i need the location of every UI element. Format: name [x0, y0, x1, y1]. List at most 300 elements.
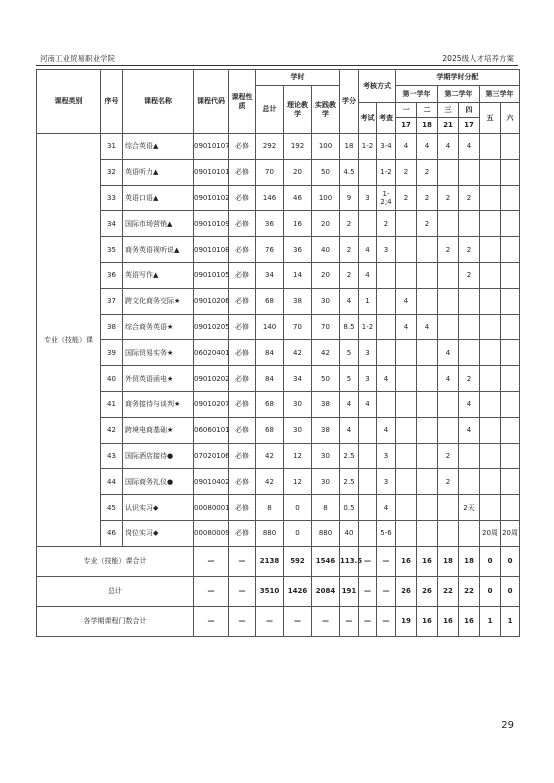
course-row — [37, 314, 520, 340]
header-exam: 考试 — [359, 103, 377, 134]
cell-seq: 35 — [101, 237, 123, 263]
cell-s4: 4 — [459, 134, 480, 160]
cell-theory: 36 — [284, 237, 312, 263]
cell-s6 — [501, 469, 520, 495]
summary-cell-s4: 22 — [459, 576, 480, 606]
cell-s2: 4 — [417, 134, 438, 160]
cell-s5 — [480, 443, 501, 469]
cell-exam: 3 — [359, 185, 377, 211]
cell-check: 3 — [377, 443, 396, 469]
cell-s3: 2 — [438, 443, 459, 469]
cell-seq: 40 — [101, 366, 123, 392]
header-sem4: 四 — [459, 103, 480, 118]
cell-total: 880 — [256, 520, 284, 546]
cell-total: 8 — [256, 495, 284, 521]
course-row — [37, 159, 520, 185]
cell-practice: 30 — [312, 288, 340, 314]
cell-exam — [359, 211, 377, 237]
cell-s4: 2 — [459, 185, 480, 211]
summary-cell-s2: 26 — [417, 576, 438, 606]
cell-s5 — [480, 495, 501, 521]
cell-check: 3-4 — [377, 134, 396, 160]
cell-credit: 5 — [340, 366, 359, 392]
header-weeks1: 17 — [396, 118, 417, 134]
cell-check: 4 — [377, 366, 396, 392]
cell-check: 1-2;4 — [377, 185, 396, 211]
cell-practice: 50 — [312, 159, 340, 185]
summary-cell-exam: — — [359, 606, 377, 636]
header-credit: 学分 — [340, 70, 359, 134]
cell-exam: 1-2 — [359, 134, 377, 160]
cell-seq: 41 — [101, 391, 123, 417]
cell-s6 — [501, 391, 520, 417]
cell-s5 — [480, 469, 501, 495]
header-sem6: 六 — [501, 103, 520, 134]
cell-exam: 3 — [359, 340, 377, 366]
cell-s6 — [501, 417, 520, 443]
cell-nature: 必修 — [229, 262, 256, 288]
cell-total: 68 — [256, 391, 284, 417]
cell-s4 — [459, 520, 480, 546]
cell-name: 跨境电商基础★ — [123, 417, 194, 443]
cell-code: 09010107 — [194, 134, 229, 160]
course-row — [37, 469, 520, 495]
cell-nature: 必修 — [229, 495, 256, 521]
cell-nature: 必修 — [229, 366, 256, 392]
cell-s2 — [417, 520, 438, 546]
cell-s1 — [396, 520, 417, 546]
cell-s1 — [396, 366, 417, 392]
cell-s5 — [480, 391, 501, 417]
cell-total: 70 — [256, 159, 284, 185]
cell-credit: 2 — [340, 262, 359, 288]
cell-seq: 36 — [101, 262, 123, 288]
header-semester-dist: 学期学时分配 — [396, 70, 520, 86]
cell-s6 — [501, 366, 520, 392]
header-weeks2: 18 — [417, 118, 438, 134]
cell-name: 英语听力▲ — [123, 159, 194, 185]
cell-s1 — [396, 443, 417, 469]
cell-s5 — [480, 366, 501, 392]
cell-s3: 2 — [438, 469, 459, 495]
cell-nature: 必修 — [229, 159, 256, 185]
cell-s2: 2 — [417, 185, 438, 211]
cell-theory: 0 — [284, 495, 312, 521]
summary-cell-s2: 16 — [417, 546, 438, 576]
summary-cell-theory: 592 — [284, 546, 312, 576]
school-name: 河南工业贸易职业学院 — [40, 54, 115, 63]
cell-s4: 2天 — [459, 495, 480, 521]
cell-s3 — [438, 417, 459, 443]
summary-label: 各学期课程门数合计 — [37, 606, 194, 636]
course-row — [37, 417, 520, 443]
cell-s6 — [501, 134, 520, 160]
summary-cell-exam: — — [359, 576, 377, 606]
cell-check: 2 — [377, 211, 396, 237]
cell-seq: 33 — [101, 185, 123, 211]
cell-nature: 必修 — [229, 469, 256, 495]
cell-practice: 42 — [312, 340, 340, 366]
summary-cell-s6: 0 — [501, 546, 520, 576]
course-row — [37, 185, 520, 211]
summary-cell-code: — — [194, 546, 229, 576]
cell-s3: 4 — [438, 366, 459, 392]
category-cell: 专业（技能）课 — [37, 134, 101, 547]
cell-s5 — [480, 185, 501, 211]
cell-theory: 38 — [284, 288, 312, 314]
cell-exam — [359, 469, 377, 495]
cell-practice: 40 — [312, 237, 340, 263]
page-header — [36, 53, 518, 66]
cell-s1 — [396, 237, 417, 263]
cell-name: 岗位实习◆ — [123, 520, 194, 546]
cell-s4 — [459, 288, 480, 314]
summary-cell-exam: — — [359, 546, 377, 576]
cell-practice: 100 — [312, 134, 340, 160]
cell-s6 — [501, 288, 520, 314]
summary-cell-code: — — [194, 606, 229, 636]
cell-total: 68 — [256, 288, 284, 314]
cell-name: 英语口语▲ — [123, 185, 194, 211]
cell-credit: 0.5 — [340, 495, 359, 521]
header-weeks4: 17 — [459, 118, 480, 134]
cell-name: 综合商务英语★ — [123, 314, 194, 340]
cell-s1 — [396, 469, 417, 495]
cell-s3 — [438, 262, 459, 288]
cell-nature: 必修 — [229, 443, 256, 469]
cell-s5 — [480, 340, 501, 366]
header-sem1: 一 — [396, 103, 417, 118]
summary-cell-s5: 0 — [480, 576, 501, 606]
cell-credit: 5 — [340, 340, 359, 366]
cell-s3: 4 — [438, 134, 459, 160]
summary-cell-s5: 0 — [480, 546, 501, 576]
summary-cell-s5: 1 — [480, 606, 501, 636]
cell-s1: 4 — [396, 288, 417, 314]
cell-s1 — [396, 391, 417, 417]
cell-credit: 8.5 — [340, 314, 359, 340]
header-category: 课程类别 — [37, 70, 101, 134]
cell-exam — [359, 520, 377, 546]
cell-s1: 2 — [396, 185, 417, 211]
cell-code: 09010206 — [194, 288, 229, 314]
cell-s2 — [417, 262, 438, 288]
summary-cell-nature: — — [229, 546, 256, 576]
cell-s5: 20周 — [480, 520, 501, 546]
cell-s2 — [417, 469, 438, 495]
cell-s5 — [480, 237, 501, 263]
cell-code: 09010108 — [194, 237, 229, 263]
summary-cell-credit: — — [340, 606, 359, 636]
cell-s5 — [480, 211, 501, 237]
cell-check — [377, 391, 396, 417]
summary-cell-s6: 0 — [501, 576, 520, 606]
summary-cell-s1: 26 — [396, 576, 417, 606]
cell-code: 00080009 — [194, 520, 229, 546]
cell-practice: 8 — [312, 495, 340, 521]
cell-s3 — [438, 391, 459, 417]
cell-s6 — [501, 340, 520, 366]
summary-cell-s3: 22 — [438, 576, 459, 606]
header-exam-mode: 考核方式 — [359, 70, 396, 103]
course-row — [37, 134, 520, 160]
cell-nature: 必修 — [229, 237, 256, 263]
cell-theory: 192 — [284, 134, 312, 160]
summary-cell-credit: 191 — [340, 576, 359, 606]
cell-code: 09010105 — [194, 262, 229, 288]
cell-s6: 20周 — [501, 520, 520, 546]
header-year1: 第一学年 — [396, 86, 438, 103]
cell-s3: 4 — [438, 340, 459, 366]
header-practice: 实践教学 — [312, 86, 340, 134]
summary-cell-check: — — [377, 606, 396, 636]
cell-practice: 38 — [312, 391, 340, 417]
cell-practice: 20 — [312, 211, 340, 237]
cell-code: 09010202 — [194, 366, 229, 392]
course-row — [37, 495, 520, 521]
cell-check — [377, 340, 396, 366]
cell-theory: 30 — [284, 391, 312, 417]
cell-code: 06060101 — [194, 417, 229, 443]
cell-check: 1-2 — [377, 159, 396, 185]
cell-name: 跨文化商务交际★ — [123, 288, 194, 314]
cell-exam: 1 — [359, 288, 377, 314]
cell-s2 — [417, 391, 438, 417]
cell-s5 — [480, 417, 501, 443]
cell-name: 外贸英语函电★ — [123, 366, 194, 392]
cell-total: 68 — [256, 417, 284, 443]
curriculum-table — [36, 69, 520, 637]
cell-s6 — [501, 185, 520, 211]
cell-s2: 4 — [417, 314, 438, 340]
cell-s1 — [396, 262, 417, 288]
summary-cell-credit: 113.5 — [340, 546, 359, 576]
cell-s5 — [480, 134, 501, 160]
cell-code: 06020401 — [194, 340, 229, 366]
course-row — [37, 211, 520, 237]
summary-label: 总计 — [37, 576, 194, 606]
cell-name: 英语写作▲ — [123, 262, 194, 288]
header-year3: 第三学年 — [480, 86, 520, 103]
cell-total: 84 — [256, 366, 284, 392]
summary-cell-nature: — — [229, 576, 256, 606]
cell-seq: 44 — [101, 469, 123, 495]
cell-s1 — [396, 340, 417, 366]
cell-practice: 20 — [312, 262, 340, 288]
document-title: 2025级人才培养方案 — [442, 54, 514, 63]
cell-exam — [359, 495, 377, 521]
cell-s5 — [480, 262, 501, 288]
header-weeks3: 21 — [438, 118, 459, 134]
summary-cell-practice: — — [312, 606, 340, 636]
cell-s4: 4 — [459, 391, 480, 417]
cell-theory: 0 — [284, 520, 312, 546]
cell-s4: 2 — [459, 237, 480, 263]
summary-cell-s6: 1 — [501, 606, 520, 636]
summary-cell-check: — — [377, 576, 396, 606]
cell-exam: 4 — [359, 237, 377, 263]
cell-s6 — [501, 443, 520, 469]
cell-credit: 2.5 — [340, 469, 359, 495]
summary-cell-nature: — — [229, 606, 256, 636]
cell-total: 42 — [256, 469, 284, 495]
summary-cell-s1: 16 — [396, 546, 417, 576]
summary-cell-code: — — [194, 576, 229, 606]
cell-name: 认识实习◆ — [123, 495, 194, 521]
cell-practice: 880 — [312, 520, 340, 546]
cell-credit: 9 — [340, 185, 359, 211]
cell-s2 — [417, 366, 438, 392]
cell-s6 — [501, 314, 520, 340]
cell-s4 — [459, 340, 480, 366]
summary-cell-s2: 16 — [417, 606, 438, 636]
cell-s6 — [501, 237, 520, 263]
cell-s3: 2 — [438, 237, 459, 263]
cell-nature: 必修 — [229, 314, 256, 340]
header-course-nature: 课程性质 — [229, 70, 256, 134]
cell-s3 — [438, 211, 459, 237]
cell-code: 09010101 — [194, 159, 229, 185]
page-number: 29 — [501, 720, 514, 731]
summary-row — [37, 606, 520, 636]
summary-cell-practice: 2084 — [312, 576, 340, 606]
cell-nature: 必修 — [229, 340, 256, 366]
cell-s6 — [501, 495, 520, 521]
cell-nature: 必修 — [229, 211, 256, 237]
cell-exam — [359, 417, 377, 443]
cell-nature: 必修 — [229, 134, 256, 160]
cell-theory: 46 — [284, 185, 312, 211]
cell-s1: 2 — [396, 159, 417, 185]
cell-name: 国际贸易实务★ — [123, 340, 194, 366]
cell-s3 — [438, 288, 459, 314]
cell-s2: 2 — [417, 211, 438, 237]
summary-cell-theory: 1426 — [284, 576, 312, 606]
cell-practice: 50 — [312, 366, 340, 392]
cell-name: 综合英语▲ — [123, 134, 194, 160]
cell-s3 — [438, 520, 459, 546]
cell-s5 — [480, 159, 501, 185]
cell-s6 — [501, 262, 520, 288]
cell-code: 09010402 — [194, 469, 229, 495]
cell-s3 — [438, 495, 459, 521]
cell-theory: 42 — [284, 340, 312, 366]
cell-credit: 2.5 — [340, 443, 359, 469]
cell-s3: 2 — [438, 185, 459, 211]
cell-seq: 34 — [101, 211, 123, 237]
cell-s2: 2 — [417, 159, 438, 185]
cell-s2 — [417, 237, 438, 263]
cell-theory: 70 — [284, 314, 312, 340]
cell-s1 — [396, 495, 417, 521]
cell-s4 — [459, 159, 480, 185]
cell-credit: 4 — [340, 417, 359, 443]
cell-check: 4 — [377, 417, 396, 443]
header-sem5: 五 — [480, 103, 501, 134]
course-row — [37, 340, 520, 366]
cell-s2 — [417, 417, 438, 443]
cell-s4: 2 — [459, 366, 480, 392]
course-row — [37, 262, 520, 288]
summary-cell-s3: 18 — [438, 546, 459, 576]
cell-theory: 30 — [284, 417, 312, 443]
course-row — [37, 366, 520, 392]
cell-name: 商务英语视听说▲ — [123, 237, 194, 263]
cell-total: 34 — [256, 262, 284, 288]
cell-s6 — [501, 211, 520, 237]
cell-total: 76 — [256, 237, 284, 263]
cell-nature: 必修 — [229, 288, 256, 314]
cell-practice: 100 — [312, 185, 340, 211]
cell-total: 36 — [256, 211, 284, 237]
cell-s2 — [417, 443, 438, 469]
cell-nature: 必修 — [229, 520, 256, 546]
cell-exam: 4 — [359, 391, 377, 417]
summary-cell-s3: 16 — [438, 606, 459, 636]
cell-code: 09010205 — [194, 314, 229, 340]
cell-s2 — [417, 288, 438, 314]
cell-total: 42 — [256, 443, 284, 469]
summary-label: 专业（技能）课合计 — [37, 546, 194, 576]
cell-code: 00080001 — [194, 495, 229, 521]
header-sem2: 二 — [417, 103, 438, 118]
cell-practice: 30 — [312, 469, 340, 495]
cell-theory: 12 — [284, 469, 312, 495]
cell-name: 商务接待与谈判★ — [123, 391, 194, 417]
cell-nature: 必修 — [229, 391, 256, 417]
cell-credit: 2 — [340, 237, 359, 263]
cell-theory: 34 — [284, 366, 312, 392]
summary-cell-s4: 16 — [459, 606, 480, 636]
cell-exam: 4 — [359, 262, 377, 288]
cell-check: 5-6 — [377, 520, 396, 546]
cell-total: 84 — [256, 340, 284, 366]
cell-s2 — [417, 340, 438, 366]
cell-practice: 38 — [312, 417, 340, 443]
cell-s4 — [459, 469, 480, 495]
cell-check — [377, 314, 396, 340]
course-row — [37, 391, 520, 417]
summary-cell-check: — — [377, 546, 396, 576]
cell-total: 292 — [256, 134, 284, 160]
cell-s2 — [417, 495, 438, 521]
cell-s1: 4 — [396, 314, 417, 340]
cell-code: 07020106 — [194, 443, 229, 469]
summary-cell-practice: 1546 — [312, 546, 340, 576]
cell-code: 09010207 — [194, 391, 229, 417]
cell-s4: 2 — [459, 262, 480, 288]
header-check: 考查 — [377, 103, 396, 134]
summary-row — [37, 546, 520, 576]
summary-row — [37, 576, 520, 606]
cell-seq: 45 — [101, 495, 123, 521]
cell-s6 — [501, 159, 520, 185]
cell-nature: 必修 — [229, 417, 256, 443]
cell-seq: 31 — [101, 134, 123, 160]
cell-s3 — [438, 159, 459, 185]
summary-cell-s1: 19 — [396, 606, 417, 636]
course-row — [37, 237, 520, 263]
header-total: 总计 — [256, 86, 284, 134]
cell-total: 140 — [256, 314, 284, 340]
cell-check: 3 — [377, 237, 396, 263]
cell-practice: 30 — [312, 443, 340, 469]
cell-seq: 46 — [101, 520, 123, 546]
summary-cell-total: 3510 — [256, 576, 284, 606]
cell-check — [377, 288, 396, 314]
header-hours: 学时 — [256, 70, 340, 86]
course-row — [37, 288, 520, 314]
